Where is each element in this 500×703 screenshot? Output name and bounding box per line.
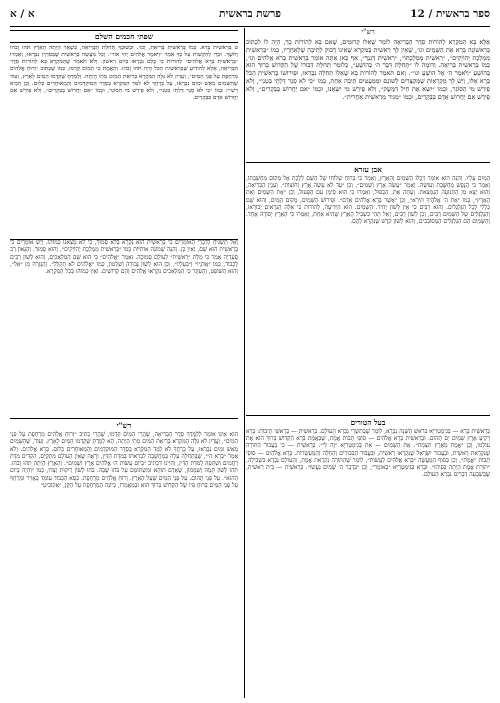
- baal-haturim-text: בְּרֵאשִׁית בָּרָא — בְּגִימַטְרִיָּא בְּרֹאשׁ הַשָּׁנָה נִבְרָא, לוֹמַר שֶׁבְּתִשְׁרֵי נִבְרָא הָעוֹלָם. בְּרֵאשִׁית — בְּרָאשֵׁי תֵיבוֹת: בָּרָא רָקִיעַ אֶרֶץ שָׁמַיִם יָם תְּהוֹם. וּבְרֵאשִׁית בָּרָא אֱלֹהִים — סוֹפֵי תֵּבוֹת אֱמֶת, שֶׁבְּאֱמֶת בָּרָא הַקָּדוֹשׁ בָּרוּךְ הוּא אֶת עוֹלָמוֹ, וְכֵן ״אֱמֶת מֵאֶרֶץ תִּצְמָח״. אֵת הַשָּׁמַיִם — אֵת בְּגִימַטְרִיָּא ״זֶה לִי״. בְּרֵאשִׁית — כִּי בַּעֲבוּר הַתּוֹרָה שֶׁנִּקְרֵאת רֵאשִׁית, וּבַעֲבוּר יִשְׂרָאֵל שֶׁנִּקְרְאוּ רֵאשִׁית, וּבַעֲבוּר הַבִּכּוּרִים וְהַחַלָּה וְהַמַּעַשְׂרוֹת. בָּרָא אֱלֹהִים — סוֹפֵי תֵבוֹת ״אֱמֶת״, וְכֵן בְּסוֹף הַמַּעֲשֶׂה ״בָּרָא אֱלֹהִים לַעֲשׂוֹת״, לוֹמַר שֶׁהַתּוֹרָה נִקְרֵאת אֱמֶת, וְהָעוֹלָם נִבְרָא בִּשְׁבִילָהּ, ״תּוֹרַת אֱמֶת הָיְתָה בְּפִיהוּ״. וּבָרָא בְּגִימַטְרִיָּא ״בְּאוֹמֶר״, וְכֵן ״בִּדְבַר ה׳ שָׁמַיִם נַעֲשׂוּ״. בְּרֵאשִׁית — בֵּית רֵאשִׁית, שֶׁבְּשִׁבְעָה דְּבָרִים נִבְרָא הָעוֹלָם.: [246, 429, 490, 479]
- siftei-chachamim-title: שפתי חכמים השלם: [10, 30, 238, 43]
- baal-haturim-title: בעל הטורים: [350, 418, 386, 427]
- baal-haturim-block: [246, 415, 490, 698]
- ibn-ezra-title: אבן עזרא: [354, 165, 382, 174]
- column-divider: [244, 28, 245, 698]
- ibn-ezra-continued-text: וְאַל תַּשְׁגִּיחַ לְדִבְרֵי הָאוֹמְרִים כִּי בְּרֵאשִׁית הוּא נִקְרָא בְּלֹא סָמוּךְ, כִּי לֹא מָצָאנוּ כָּמוֹהוּ. וְיֵשׁ אוֹמְרִים כִּי בְּרֵאשִׁית הוּא שֵׁם, וְאֵין כֵּן. וְהִנֵּה שְׁמוֹנָה אוֹתִיּוֹת כְּמוֹ ״בְּרֵאשִׁית מַמְלֶכֶת יְהוֹיָקִים״, וְהוּא סָמוּךְ. וְהַגָּאוֹן רַב סְעַדְיָה אָמַר כִּי מִלַּת ״רֵאשִׁית״ לְעוֹלָם סְמוּכָה. וְאָמַר ״אֱלֹהִים״ כִּי הוּא שֵׁם הַמַּלְאָכִים, וְהוּא לְשׁוֹן רַבִּים לְכָבוֹד, כְּמוֹ ״אֲדֹנָיו״ וְ״בְּעָלָיו״, וְכֵן הוּא לְשׁוֹן גְּבוּרָה וְשִׁלְטוֹן, כְּמוֹ ״אֱלֹהִים לֹא תְקַלֵּל״. וְהַגְּזֵרָה מִן ״אֵל״, וְהוּא הַשּׁוֹפֵט, וְהָעִקָּר כִּי הַמַּלְאָכִים נִקְרְאוּ אֱלֹהִים וְהֵם קְדוֹשִׁים. וְאֵין כָּמוֹהוּ בְּכָל הַמִּקְרָא.: [10, 240, 238, 276]
- main-rashi-block: [246, 28, 490, 163]
- right-column: [246, 28, 490, 698]
- rashi-block: [10, 421, 238, 698]
- ibn-ezra-continued-block: [10, 240, 238, 419]
- chapter-verse-label: א / א: [10, 8, 35, 20]
- rashi-text: הוּא אֵינוֹ אוֹמֵר לְלַמֶּדְךָ סֵדֶר הַבְּרִיאָה, שֶׁהֲרֵי הַמַּיִם קָדְמוּ, שֶׁהֲרֵי כְתִיב ״וְרוּחַ אֱלֹהִים מְרַחֶפֶת עַל פְּנֵי הַמַּיִם״, וַעֲדַיִן לֹא גִּלָּה הַמִּקְרָא בְּרִיאַת הַמַּיִם מָתַי הָיְתָה, הָא לָמַדְתָּ שֶׁקָּדְמוּ הַמַּיִם לָאָרֶץ. וְעוֹד, שֶׁהַשָּׁמַיִם מֵאֵשׁ וּמַיִם נִבְרְאוּ, עַל כָּרְחֲךָ לֹא לִמֵּד הַמִּקְרָא בְּסֵדֶר הַמּוּקְדָּמִים וְהַמְאוּחָרִים כְּלוּם. בָּרָא אֱלֹהִים. וְלֹא אָמַר ״בָּרָא ה׳״, שֶׁבַּתְּחִלָּה עָלָה בְּמַחֲשָׁבָה לִבְרֹאתוֹ בְּמִדַּת הַדִּין, וְרָאָה שֶׁאֵין הָעוֹלָם מִתְקַיֵּם, הִקְדִּים מִדַּת רַחֲמִים וְשִׁתְּפָהּ לְמִדַּת הַדִּין, וְהַיְינוּ דִּכְתִיב ״בְּיוֹם עֲשׂוֹת ה׳ אֱלֹהִים אֶרֶץ וְשָׁמָיִם״. וְהָאָרֶץ הָיְתָה תֹהוּ וָבֹהוּ. תֹּהוּ לְשׁוֹן תֵּמַהּ וְשִׁמָּמוֹן, שֶׁאָדָם תּוֹהֶא וּמִשְׁתּוֹמֵם עַל בֹּהוּ שֶׁבָּהּ. בֹּהוּ לְשׁוֹן רֵיקוּת וְצָדוּ, כְּמוֹ ״וְהָיָה בְּיוֹם הַהוּא״. עַל פְּנֵי תְהוֹם. עַל פְּנֵי הַמַּיִם שֶׁעַל הָאָרֶץ. וְרוּחַ אֱלֹהִים מְרַחֶפֶת. כִּסֵּא הַכָּבוֹד עוֹמֵד בָּאֲוִיר וּמְרַחֵף עַל פְּנֵי הַמַּיִם בְּרוּחַ פִּיו שֶׁל הַקָּדוֹשׁ בָּרוּךְ הוּא וּבְמַאֲמָרוֹ, כְּיוֹנָה הַמְרַחֶפֶת עַל הַקֵּן, ״אַקוֹבִיטֵ״: [10, 432, 238, 490]
- page-header: [10, 6, 490, 27]
- ibn-ezra-block: [246, 165, 490, 415]
- page-body: [10, 28, 490, 698]
- siftei-chachamim-block: [10, 30, 238, 240]
- ibn-ezra-text: הַמַּיִם עָלָיו. וְהִנֵּה הוּא אוֹמֵר וַיְכֻלּוּ הַשָּׁמַיִם וְהָאָרֶץ, וְאָמַר כִּי בְּרוּחַ שְׁלוֹחוֹ שֶׁל הַשֵּׁם לָלֶכֶת אֶל מְקוֹם מַחְשַׁבְתּוֹ, וְאָמַר כִּי הַנֶּפֶשׁ מְחַשֶּׁבֶת וְעוֹשָׂה. וְאָמַר ״עֲשֵׂה אֶרֶץ וְשָׁמַיִם״, וְכֵן ״עַד לֹא עָשָׂה אֶרֶץ וְחוּצוֹת״. וְעִנְיַן הַבְּרִיאָה, וְהוּא יָצָא מִן הַתְּנוּעָה הַנִּמְצֵאת. וְעַתָּה אֶת. הַכְּפוּל, וְאָמְרוּ כִּי הוּא סִימָן עַם הַפָּעוּל, וְכֵן ״אֶת הַשָּׁמַיִם וְאֵת הָאָרֶץ״, כְּמוֹ ״אֵת ה׳ אֱלֹהֶיךָ תִּירָא״, וְכֵן ״אֲשֶׁר בָּרָא אֱלֹהִים אָדָם״. וּפֵירוּשׁ הַשָּׁמַיִם, מָקוֹם הַמַּיִם, וְהוּא שֵׁם כְּלָלִי לְכָל הַגַּלְגַּלִּים. וְהוּא רַבִּים כִּי אֵין לְשׁוֹן יָחִיד. הַשָּׁמַיִם. הוּא הַיְּדִיעָה, לְהוֹרוֹת כִּי אֵלֶּה הַנִּרְאִים יְבוֹרְאוּ, וְהַגַּלְגַּלִּים שֶׁל הַשָּׁמַיִם רַבִּים, וְכֵן לְשׁוֹן רַבִּים, וְאַל תְּהִי כִּשְׁבִיל הָאָרֶץ שֶׁהִיא אַחַת, וְאָמְרוּ כִּי הָאָרֶץ יְסוֹדָהּ אֶחָד. וְהַשָּׁמַיִם הֵם הַגַּלְגַּלִּים הַמְּסוֹבְבִים, וְהוּא לְשׁוֹן קֹדֶשׁ שֶׁנִּקְרָא לָהֶם.: [246, 176, 490, 226]
- book-page: [10, 6, 490, 698]
- rashi-title: רש"י: [116, 421, 132, 430]
- left-column: [10, 28, 238, 698]
- rashi-marker: רש"י: [361, 28, 375, 36]
- page-number-and-book: 12 / ספר בראשית: [410, 8, 490, 20]
- parsha-title: פרשת בראשית: [219, 8, 281, 20]
- main-commentary-text: אֶלָּא בָּא הַמִּקְרָא לְהוֹרוֹת סֵדֶר הַבְּרִיאָה לוֹמַר שֶׁאֵלּוּ קְדוּמִים, שֶׁאִם בָּא לְהוֹרוֹת כָּךְ, הָיָה לוֹ לִכְתּוֹב בָּרִאשׁוֹנָה בָּרָא אֶת הַשָּׁמַיִם וגו׳, שֶׁאֵין לְךָ רֵאשִׁית בַּמִּקְרָא שֶׁאֵינוֹ דָבוּק לְתֵיבָה שֶׁלְּאַחֲרָיו, כְּמוֹ ״בְּרֵאשִׁית מַמְלֶכֶת יְהוֹיָקִים״, ״רֵאשִׁית מַמְלַכְתּוֹ״, ״רֵאשִׁית דְּגָנְךָ״, אַף כָּאן אַתָּה אוֹמֵר בְּרֵאשִׁית בְּרֹא אֱלֹהִים וגו׳, כְּמוֹ בְּרֵאשִׁית בְּרִיאָה. וְדוֹמֶה לוֹ ״תְּחִלַּת דִּבֶּר ה׳ בְּהוֹשֵׁעַ״, כְּלוֹמַר תְּחִלַּת דִּבּוּרוֹ שֶׁל הַקָּדוֹשׁ בָּרוּךְ הוּא בְּהוֹשֵׁעַ ״וַיֹּאמֶר ה׳ אֶל הוֹשֵׁעַ וגו׳״. וְאִם תֹּאמַר לְהוֹרוֹת בָּא שֶׁאֵלּוּ תְחִלָּה נִבְרְאוּ, וּפֵירוּשׁוֹ בְּרֵאשִׁית הַכֹּל בָּרָא אֵלּוּ, וְיֵשׁ לָךְ מִקְרָאוֹת שֶׁמְּקַצְּרִים לְשׁוֹנָם וּמְמַעֲטִים תֵּיבָה אַחַת, כְּמוֹ ״כִּי לֹא סָגַר דַּלְתֵי בִטְנִי״, וְלֹא פֵירֵשׁ מִי הַסּוֹגֵר, וּכְמוֹ ״יִשָּׂא אֶת חֵיל דַּמֶּשֶׂק״, וְלֹא פֵירֵשׁ מִי יִשָּׂאֶנּוּ, וּכְמוֹ ״אִם יַחֲרוֹשׁ בַּבְּקָרִים״, וְלֹא פֵירֵשׁ אִם יַחֲרוֹשׁ אָדָם בַּבְּקָרִים, וּכְמוֹ ״מַגִּיד מֵרֵאשִׁית אַחֲרִית״.: [246, 38, 490, 101]
- siftei-chachamim-text: ט בְּרֵאשִׁית בָּרָא. כְּמוֹ בְּרֵאשִׁית בְּרִיאַת, וְכוּ׳. וּבְשׁוּבְךָ תְּחִלַּת הַבְּרִיאָה, כְּשֶׁאֵר הָיְתָה הָאָרֶץ תֹּהוּ וָבֹהוּ וְחֹשֶׁךְ. וּכְדֵי לְהַקְשׁוֹת עַל כָּךְ אָמַר ״וַיֹּאמֶר אֱלֹהִים יְהִי אוֹר״. וְכָל מַעֲשֵׂה בְּרֵאשִׁית שֶׁבְּסִדְרָן נִבְרְאוּ, וְאָמְרוּ ״בְּרֵאשִׁית בָּרָא אֱלֹהִים״ לְהוֹרוֹת כִּי כֻּלָּם נִבְרְאוּ בְּיוֹם רִאשׁוֹן. וְלֹא תֹּאמַר שֶׁהַמִּקְרָא בָּא לְהוֹרוֹת סֵדֶר הַבְּרִיאָה, אֶלָּא לְהוֹדִיעַ שֶׁבְּרֵאשִׁית הַכֹּל הָיָה תֹּהוּ וָבֹהוּ. וְהָאֱמֶת כִּי הַמַּיִם קָדְמוּ, כְּמוֹ שֶׁכָּתוּב ״וְרוּחַ אֱלֹהִים מְרַחֶפֶת עַל פְּנֵי הַמָּיִם״, וְעֲדַיִן לֹא גִּלָּה הַמִּקְרָא בְּרִיאַת הַמַּיִם מָתַי הָיְתָה. וְלָמַדְתָּ שֶׁקָּדְמוּ הַמַּיִם לָאָרֶץ, וְעוֹד שֶׁהַשָּׁמַיִם מֵאֵשׁ וּמַיִם נִבְרְאוּ, עַל כָּרְחֲךָ לֹא לִמֵּד הַמִּקְרָא בְּסֵדֶר הַמּוּקְדָּמִים וְהַמְאוּחָרִים כְּלוּם. וְכֵן הֵבִיא רַשִׁ״י: כְּמוֹ ״כִּי לֹא סָגַר דַּלְתֵי בִטְנִי״, וְלֹא פֵירֵשׁ מִי הַסּוֹגֵר, וּכְמוֹ ״אִם יַחֲרוֹשׁ בַּבְּקָרִים״, וְלֹא פֵירֵשׁ אִם יַחֲרוֹשׁ אָדָם בַּבְּקָרִים.: [10, 45, 238, 102]
